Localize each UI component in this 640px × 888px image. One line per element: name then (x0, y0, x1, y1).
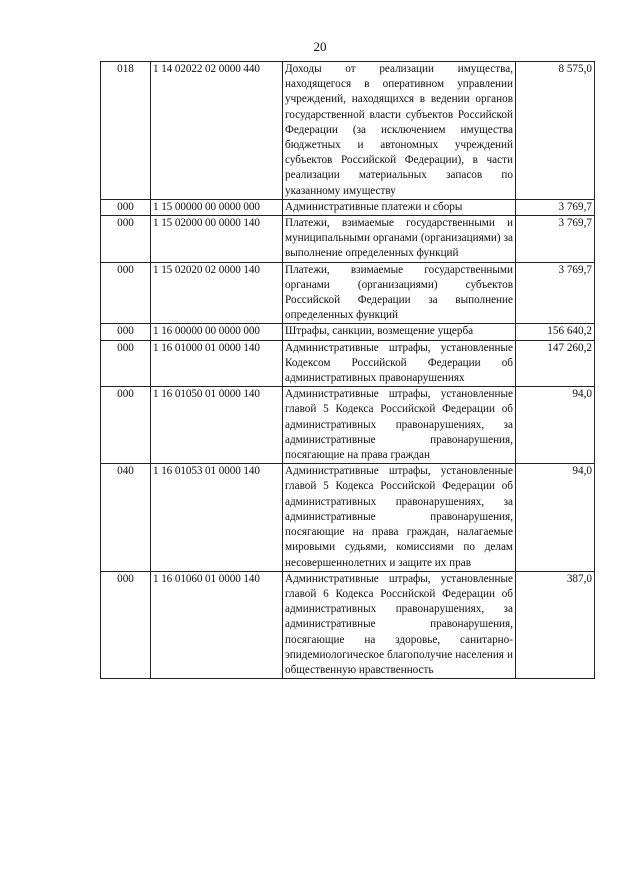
budget-classification-code-cell: 1 16 01060 01 0000 140 (151, 571, 283, 678)
revenue-name-cell: Административные штрафы, установленные главой 5 Кодекса Российской Федерации об административных правонарушениях, за административные правонарушения, посягающие на права граждан, налагаемые мировыми судьями, комиссиями по делам несовершеннолетних и защите их прав (283, 464, 516, 571)
revenue-name-cell: Административные штрафы, установленные Кодексом Российской Федерации об административных правонарушениях (283, 340, 516, 387)
revenue-name-cell: Платежи, взимаемые государственными и муниципальными органами (организациями) за выполнение определенных функций (283, 216, 516, 263)
table-row (101, 464, 595, 571)
page-number: 20 (313, 39, 327, 54)
table-row (101, 571, 595, 678)
budget-classification-code-cell: 1 14 02022 02 0000 440 (151, 62, 283, 200)
table-row (101, 216, 595, 263)
revenue-name-cell: Административные платежи и сборы (283, 199, 516, 215)
table-row (101, 199, 595, 215)
admin-code-cell: 040 (101, 464, 151, 571)
table-row (101, 62, 595, 200)
budget-classification-code-cell: 1 16 00000 00 0000 000 (151, 324, 283, 340)
admin-code-cell: 000 (101, 216, 151, 263)
amount-cell: 156 640,2 (516, 324, 595, 340)
amount-cell: 3 769,7 (516, 262, 595, 324)
budget-classification-code-cell: 1 15 00000 00 0000 000 (151, 199, 283, 215)
revenue-name-cell: Штрафы, санкции, возмещение ущерба (283, 324, 516, 340)
revenue-name-cell: Доходы от реализации имущества, находящегося в оперативном управлении учреждений, находящихся в ведении органов государственной власти субъектов Российской Федерации (за исключением имущества бюджетных и автономных учреждений субъектов Российской Федерации), в части реализации материальных запасов по указанному имуществу (283, 62, 516, 200)
revenue-name-cell: Административные штрафы, установленные главой 6 Кодекса Российской Федерации об административных правонарушениях, за административные правонарушения, посягающие на здоровье, санитарно-эпидемиологическое благополучие населения и общественную нравственность (283, 571, 516, 678)
amount-cell: 94,0 (516, 464, 595, 571)
amount-cell: 3 769,7 (516, 216, 595, 263)
admin-code-cell: 000 (101, 387, 151, 464)
table-row (101, 387, 595, 464)
budget-classification-code-cell: 1 16 01053 01 0000 140 (151, 464, 283, 571)
budget-revenue-table (100, 61, 595, 679)
budget-classification-code-cell: 1 16 01000 01 0000 140 (151, 340, 283, 387)
budget-classification-code-cell: 1 16 01050 01 0000 140 (151, 387, 283, 464)
amount-cell: 147 260,2 (516, 340, 595, 387)
budget-classification-code-cell: 1 15 02020 02 0000 140 (151, 262, 283, 324)
admin-code-cell: 000 (101, 199, 151, 215)
admin-code-cell: 000 (101, 340, 151, 387)
amount-cell: 3 769,7 (516, 199, 595, 215)
admin-code-cell: 000 (101, 262, 151, 324)
revenue-name-cell: Административные штрафы, установленные главой 5 Кодекса Российской Федерации об административных правонарушениях, за административные правонарушения, посягающие на права граждан (283, 387, 516, 464)
admin-code-cell: 000 (101, 324, 151, 340)
table-row (101, 262, 595, 324)
admin-code-cell: 000 (101, 571, 151, 678)
amount-cell: 387,0 (516, 571, 595, 678)
table-row (101, 324, 595, 340)
revenue-name-cell: Платежи, взимаемые государственными органами (организациями) субъектов Российской Федерации за выполнение определенных функций (283, 262, 516, 324)
amount-cell: 8 575,0 (516, 62, 595, 200)
admin-code-cell: 018 (101, 62, 151, 200)
table-row (101, 340, 595, 387)
amount-cell: 94,0 (516, 387, 595, 464)
budget-classification-code-cell: 1 15 02000 00 0000 140 (151, 216, 283, 263)
